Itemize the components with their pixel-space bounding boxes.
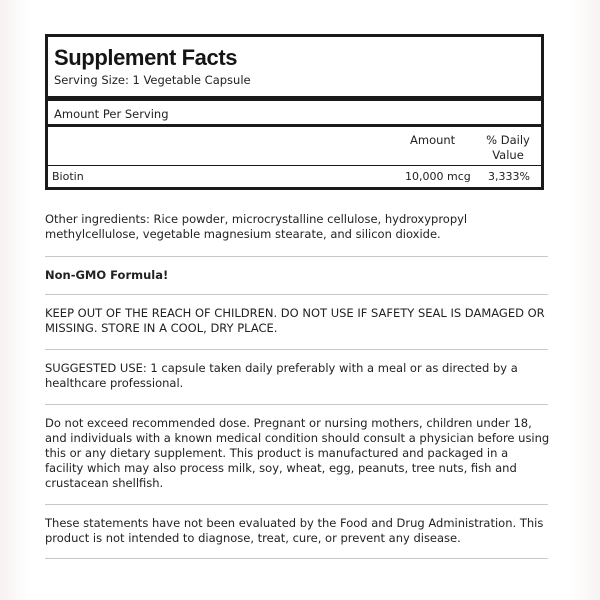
separator [45,349,548,350]
mid-rule [48,124,541,127]
other-ingredients: Other ingredients: Rice powder, microcrystalline cellulose, hydroxypropyl methylcellulose, vegetable magnesium stearate, and silicon dioxide. [45,212,468,241]
row-rule [48,165,541,166]
nutrient-amount: 10,000 mcg [405,170,471,183]
fda-disclaimer: These statements have not been evaluated by the Food and Drug Administration. This product is not intended to diagnose, treat, cure, or prevent any disease. [45,516,544,545]
facts-title: Supplement Facts [54,45,238,70]
column-header-daily-value: % Daily Value [486,133,530,162]
suggested-use: SUGGESTED USE: 1 capsule taken daily preferably with a meal or as directed by a healthcare professional. [45,361,518,390]
separator [45,404,548,405]
separator [45,504,548,505]
separator [45,256,548,257]
page-shade-left [0,0,30,600]
thick-rule [48,96,541,101]
serving-size: Serving Size: 1 Vegetable Capsule [54,73,251,87]
nutrient-name: Biotin [52,170,84,183]
separator [45,558,548,559]
separator [45,294,548,295]
caution-statement: Do not exceed recommended dose. Pregnant or nursing mothers, children under 18, and individuals with a known medical condition should consult a physician before using this or any dietary supplement. This product is manufactured and packaged in a facility which may also process milk, soy, wheat, egg, peanuts, tree nuts, fish and crustacean shellfish. [45,416,550,490]
amount-per-serving: Amount Per Serving [54,107,169,121]
non-gmo-statement: Non-GMO Formula! [45,268,169,282]
column-header-amount: Amount [410,133,456,147]
page-shade-right [570,0,600,600]
storage-warning: KEEP OUT OF THE REACH OF CHILDREN. DO NOT USE IF SAFETY SEAL IS DAMAGED OR MISSING. STORE IN A COOL, DRY PLACE. [45,306,545,335]
nutrient-daily-value: 3,333% [488,170,530,183]
supplement-facts-panel [45,34,544,190]
